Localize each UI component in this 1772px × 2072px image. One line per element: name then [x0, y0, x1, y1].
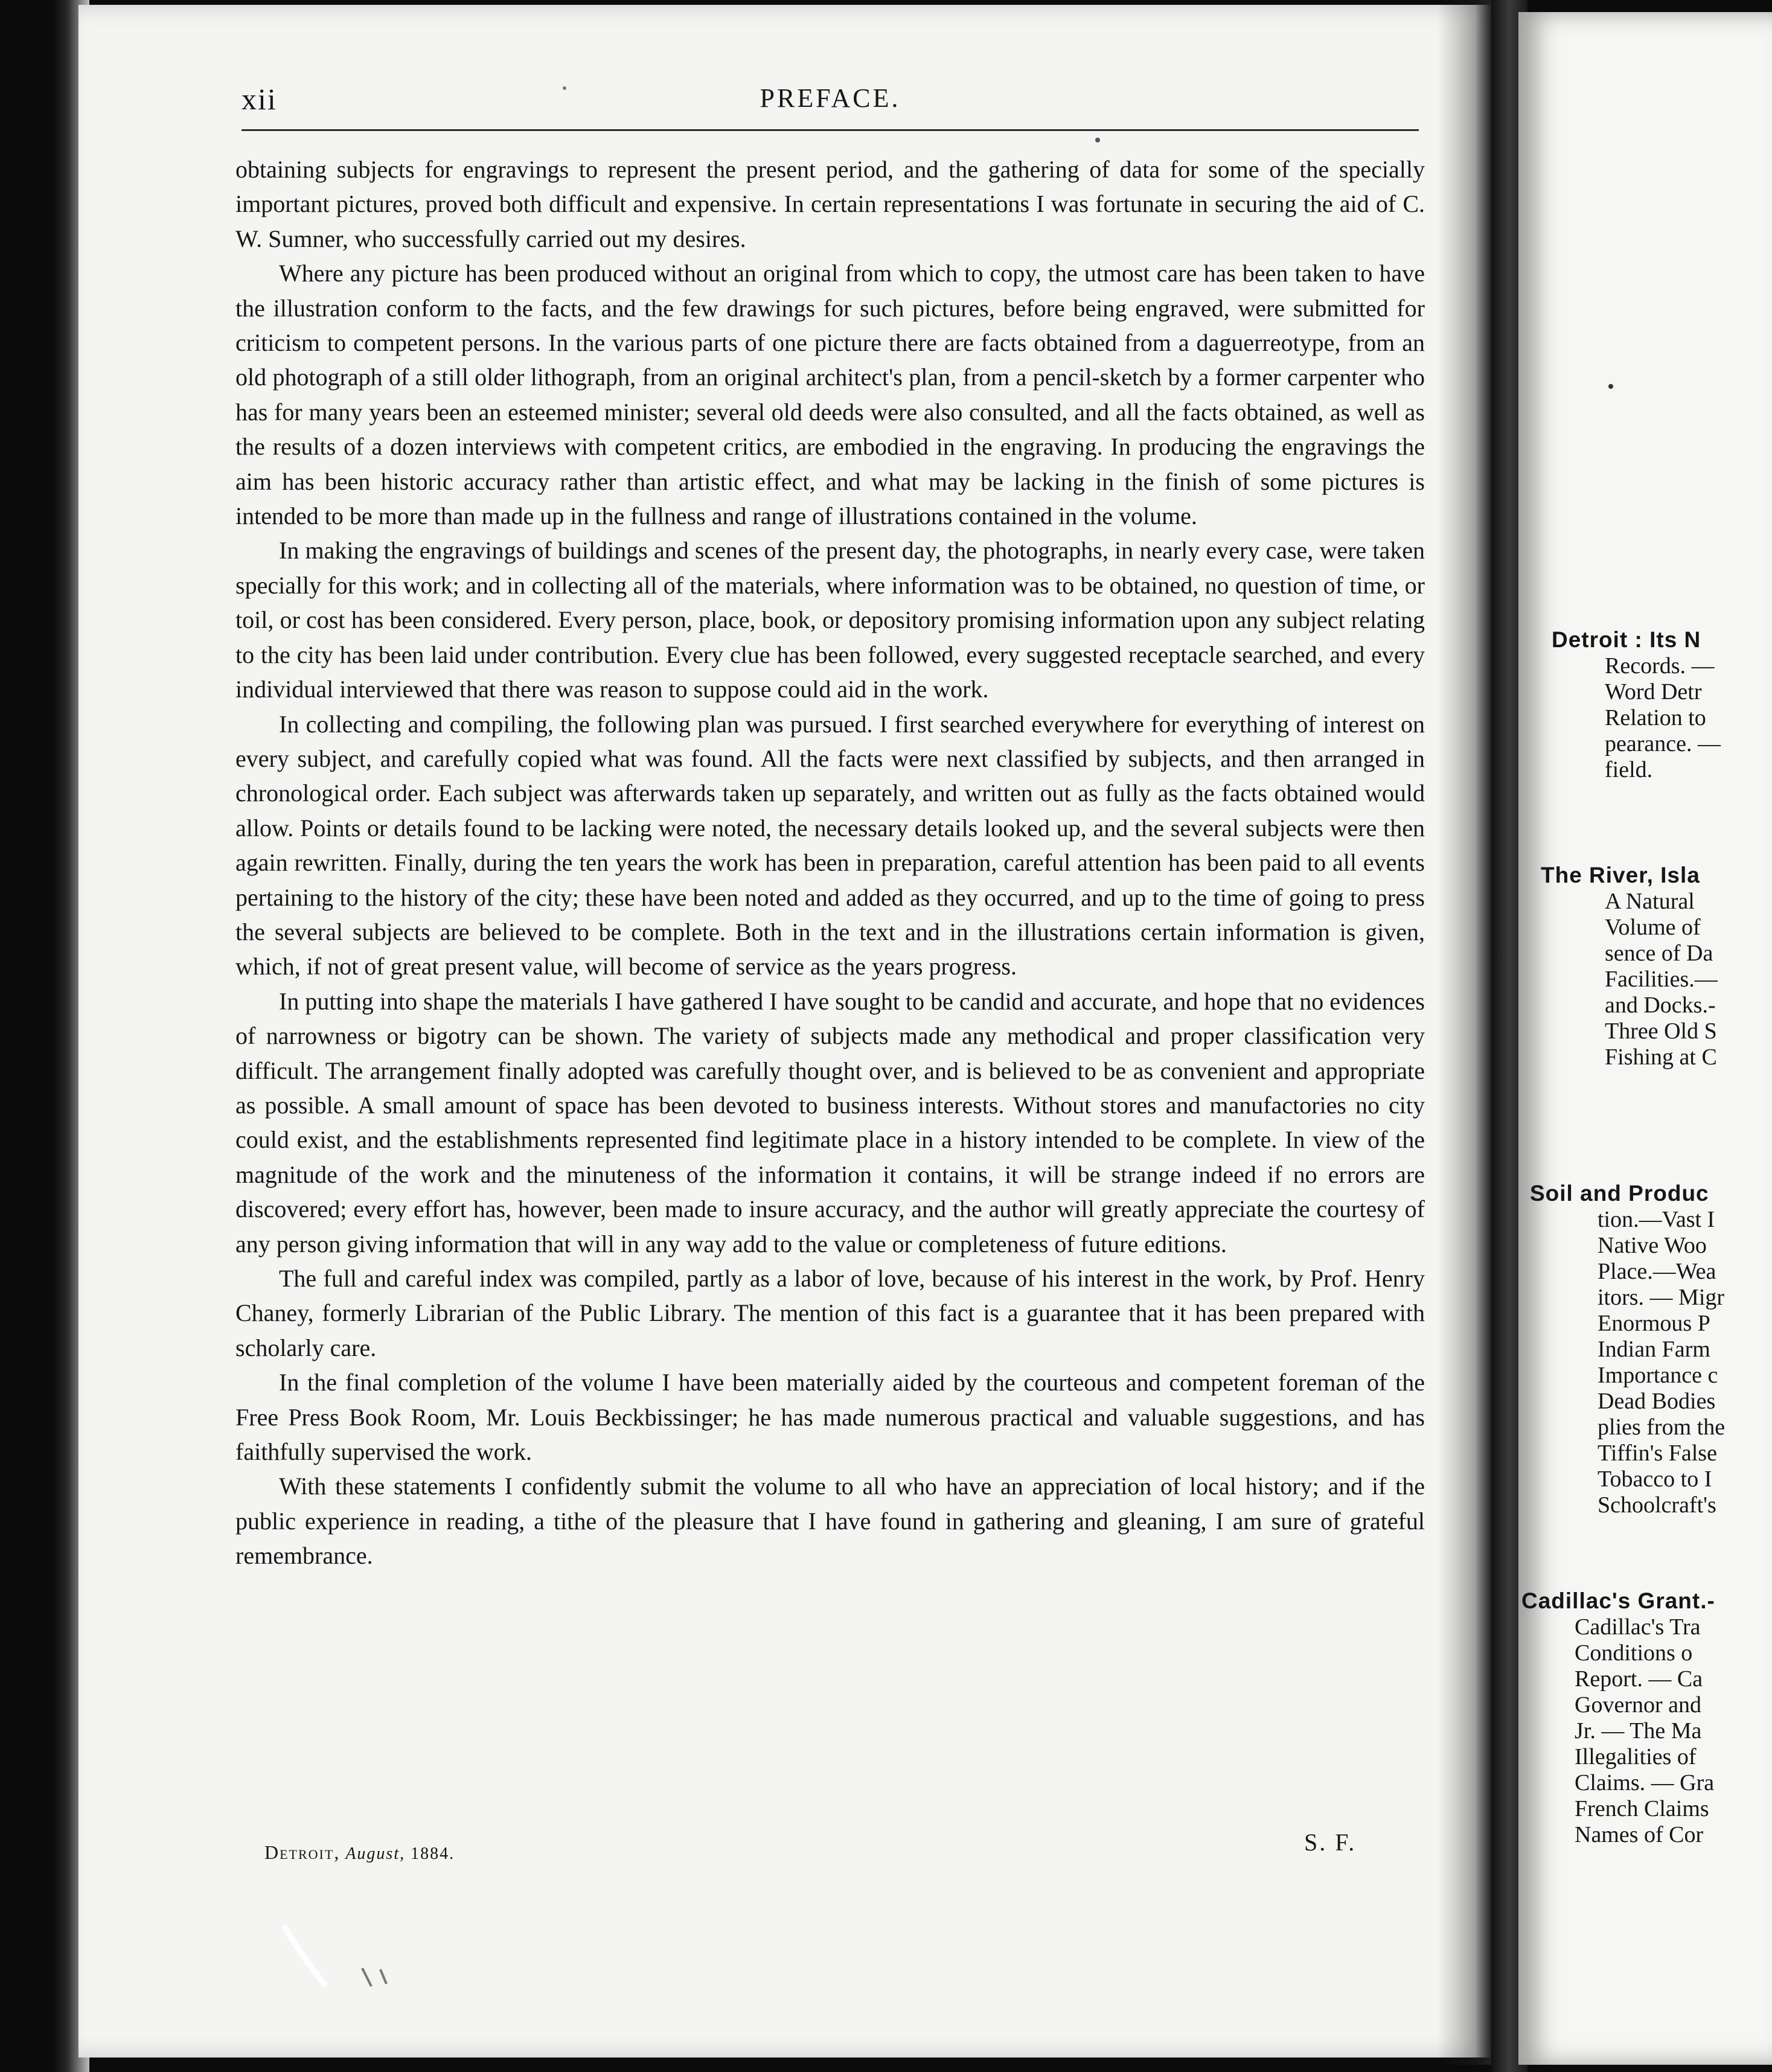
paragraph: In collecting and compiling, the following plan was pursued. I first searched everywhere for everything of interest on every subject, and carefully copied what was found. All the facts were next classified by subjects, and then arranged in chronological order. Each subject was afterwards taken up separately, and written out as fully as the facts obtained would allow. Points or details found to be lacking were noted, the necessary details looked up, and the several subjects were then again rewritten. Finally, during the ten years the work has been in preparation, careful attention has been paid to all events pertaining to the history of the city; these have been noted and added as they occurred, and up to the time of going to press the several subjects are believed to be complete. Both in the text and in the illustrations certain information is given, which, if not of great present value, will become of service as the years progress.	[235, 710, 1425, 980]
contents-line: Governor and	[1575, 1692, 1701, 1718]
contents-heading: Soil and Produc	[1530, 1181, 1709, 1206]
paragraph: Where any picture has been produced without an original from which to copy, the utmost care has been taken to have the illustration conform to the facts, and the few drawings for such pictures, before being engraved, were submitted for criticism to competent persons. In the various parts of one picture there are facts obtained from a daguerreotype, from an old photograph of a still older lithograph, from an original architect's plan, from a pencil-sketch by a former carpenter who has for many years been an esteemed minister; several old deeds were also consulted, and all the facts obtained, as well as the results of a dozen interviews with competent critics, are embodied in the engraving. In producing the engravings the aim has been historic accuracy rather than artistic effect, and what may be lacking in the finish of some pictures is intended to be more than made up in the fullness and range of illustrations contained in the volume.	[235, 260, 1425, 530]
contents-line: Records. —	[1605, 653, 1715, 679]
contents-line: Three Old S	[1605, 1018, 1717, 1044]
dateline-place: Detroit,	[264, 1841, 341, 1863]
contents-line: Tiffin's False	[1598, 1440, 1717, 1466]
contents-line: Volume of	[1605, 915, 1701, 940]
contents-line: French Claims	[1575, 1796, 1709, 1821]
contents-line: A Natural	[1605, 889, 1695, 914]
paragraph: The full and careful index was compiled, partly as a labor of love, because of his interest in the work, by Prof. Henry Chaney, formerly Librarian of the Public Library. The mention of this fact is a guarantee that it has been prepared with scholarly care.	[235, 1265, 1425, 1361]
contents-line: Cadillac's Tra	[1575, 1614, 1701, 1640]
contents-line: sence of Da	[1605, 941, 1713, 966]
contents-line: itors. — Migr	[1598, 1285, 1725, 1310]
contents-line: pearance. —	[1605, 731, 1721, 756]
contents-line: Enormous P	[1598, 1311, 1710, 1336]
contents-line: Relation to	[1605, 705, 1706, 731]
contents-line: field.	[1605, 757, 1653, 782]
contents-heading: The River, Isla	[1541, 863, 1700, 887]
contents-line: and Docks.-	[1605, 993, 1716, 1018]
contents-line: Claims. — Gra	[1575, 1770, 1715, 1795]
contents-line: Jr. — The Ma	[1575, 1718, 1702, 1744]
contents-line: Tobacco to I	[1598, 1466, 1712, 1492]
dateline-year: 1884.	[411, 1844, 455, 1863]
author-initials: S. F.	[1304, 1829, 1357, 1856]
contents-line: Dead Bodies	[1598, 1389, 1716, 1414]
contents-heading: Detroit : Its N	[1552, 627, 1701, 652]
contents-line: Importance c	[1598, 1363, 1718, 1388]
paragraph: In putting into shape the materials I have gathered I have sought to be candid and accurate, and hope that no evidences of narrowness or bigotry can be shown. The variety of subjects made any methodical and proper classification very difficult. The arrangement finally adopted was carefully thought over, and is believed to be as convenient and appropriate as possible. A small amount of space has been devoted to business interests. Without stores and manufactories no city could exist, and the establishments represented find legitimate place in a history intended to be complete. In view of the magnitude of the work and the minuteness of the information it contains, it will be strange indeed if no errors are discovered; every effort has, however, been made to insure accuracy, and the author will greatly appreciate the courtesy of any person giving information that will in any way add to the value or completeness of future editions.	[235, 987, 1425, 1258]
contents-line: Conditions o	[1575, 1640, 1693, 1666]
dateline-month: August,	[345, 1844, 406, 1863]
contents-line: Indian Farm	[1598, 1337, 1710, 1362]
contents-line: Facilities.—	[1605, 967, 1718, 992]
contents-line: Place.—Wea	[1598, 1259, 1716, 1284]
contents-line: Word Detr	[1605, 679, 1702, 705]
paragraph: With these statements I confidently submit the volume to all who have an appreciation of local history; and if the public experience in reading, a tithe of the pleasure that I have found in gathering and gleaning, I am sure of grateful remembrance.	[235, 1472, 1425, 1570]
contents-line: Fishing at C	[1605, 1044, 1717, 1070]
paragraph: In making the engravings of buildings and scenes of the present day, the photographs, in nearly every case, were taken specially for this work; and in collecting all of the materials, where information was to be obtained, no question of time, or toil, or cost has been considered. Every person, place, book, or depository promising information upon any subject relating to the city has been laid under contribution. Every clue has been followed, every suggested receptacle searched, and every individual interviewed that there was reason to suppose could aid in the work.	[235, 537, 1425, 703]
running-title: PREFACE.	[760, 83, 901, 113]
paragraph: In the final completion of the volume I have been materially aided by the courteous and competent foreman of the Free Press Book Room, Mr. Louis Beckbissinger; he has made numerous practical and valuable suggestions, and has faithfully supervised the work.	[235, 1369, 1425, 1466]
contents-line: Names of Cor	[1575, 1822, 1704, 1847]
paragraph: obtaining subjects for engravings to represent the present period, and the gathering of data for some of the specially important pictures, proved both difficult and expensive. In certain representations I was fortunate in securing the aid of C. W. Sumner, who successfully carried out my desires.	[235, 156, 1425, 252]
contents-line: Illegalities of	[1575, 1744, 1697, 1770]
contents-line: Native Woo	[1598, 1233, 1707, 1258]
contents-line: Schoolcraft's	[1598, 1492, 1716, 1518]
contents-line: plies from the	[1598, 1415, 1726, 1440]
contents-heading: Cadillac's Grant.-	[1521, 1588, 1715, 1613]
contents-line: Report. — Ca	[1575, 1666, 1703, 1692]
contents-line: tion.—Vast I	[1598, 1207, 1715, 1232]
page-number: xii	[241, 82, 277, 116]
